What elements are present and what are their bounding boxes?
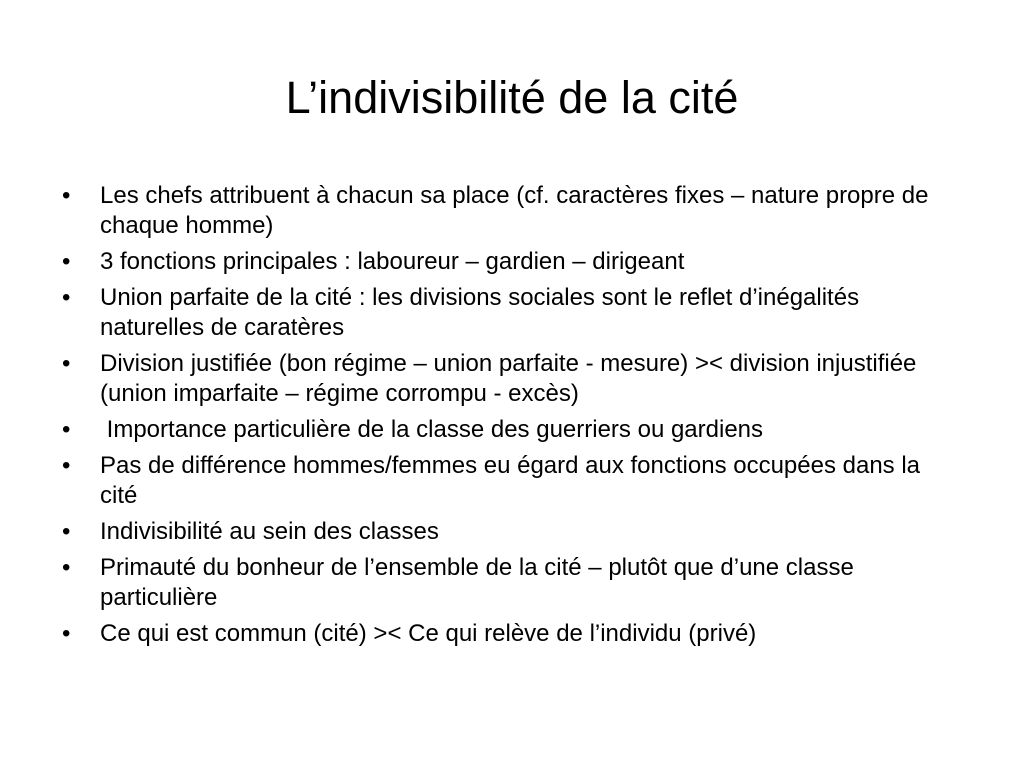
bullet-item	[62, 517, 962, 547]
bullet-text: Les chefs attribuent à chacun sa place (cf. caractères fixes – nature propre de chaque homme)	[100, 182, 936, 239]
bullet-dot-icon: •	[62, 284, 71, 311]
bullet-item	[62, 451, 962, 511]
bullet-dot-icon: •	[62, 248, 71, 275]
bullet-item	[62, 553, 962, 613]
bullet-text: Union parfaite de la cité : les divisions sociales sont le reflet d’inégalités naturelles de caratères	[100, 284, 866, 341]
bullet-dot-icon: •	[62, 182, 71, 209]
bullet-text: Primauté du bonheur de l’ensemble de la cité – plutôt que d’une classe particulière	[100, 554, 861, 611]
bullet-item	[62, 247, 962, 277]
bullet-item	[62, 619, 962, 649]
bullet-dot-icon: •	[62, 554, 71, 581]
bullet-text: Pas de différence hommes/femmes eu égard aux fonctions occupées dans la cité	[100, 452, 927, 509]
bullet-text: Ce qui est commun (cité) >< Ce qui relève de l’individu (privé)	[100, 620, 757, 647]
bullet-text: Indivisibilité au sein des classes	[100, 518, 439, 545]
bullet-list	[62, 181, 962, 655]
slide-title: L’indivisibilité de la cité	[285, 72, 739, 123]
bullet-dot-icon: •	[62, 350, 71, 377]
bullet-text: Division justifiée (bon régime – union parfaite - mesure) >< division injustifiée (union imparfaite – régime corrompu - excès)	[100, 350, 924, 407]
bullet-text: 3 fonctions principales : laboureur – gardien – dirigeant	[100, 248, 685, 275]
bullet-text: Importance particulière de la classe des guerriers ou gardiens	[100, 416, 764, 443]
bullet-item	[62, 415, 962, 445]
bullet-dot-icon: •	[62, 620, 71, 647]
bullet-item	[62, 181, 962, 241]
bullet-dot-icon: •	[62, 452, 71, 479]
bullet-dot-icon: •	[62, 416, 71, 443]
bullet-item	[62, 283, 962, 343]
bullet-item	[62, 349, 962, 409]
bullet-dot-icon: •	[62, 518, 71, 545]
